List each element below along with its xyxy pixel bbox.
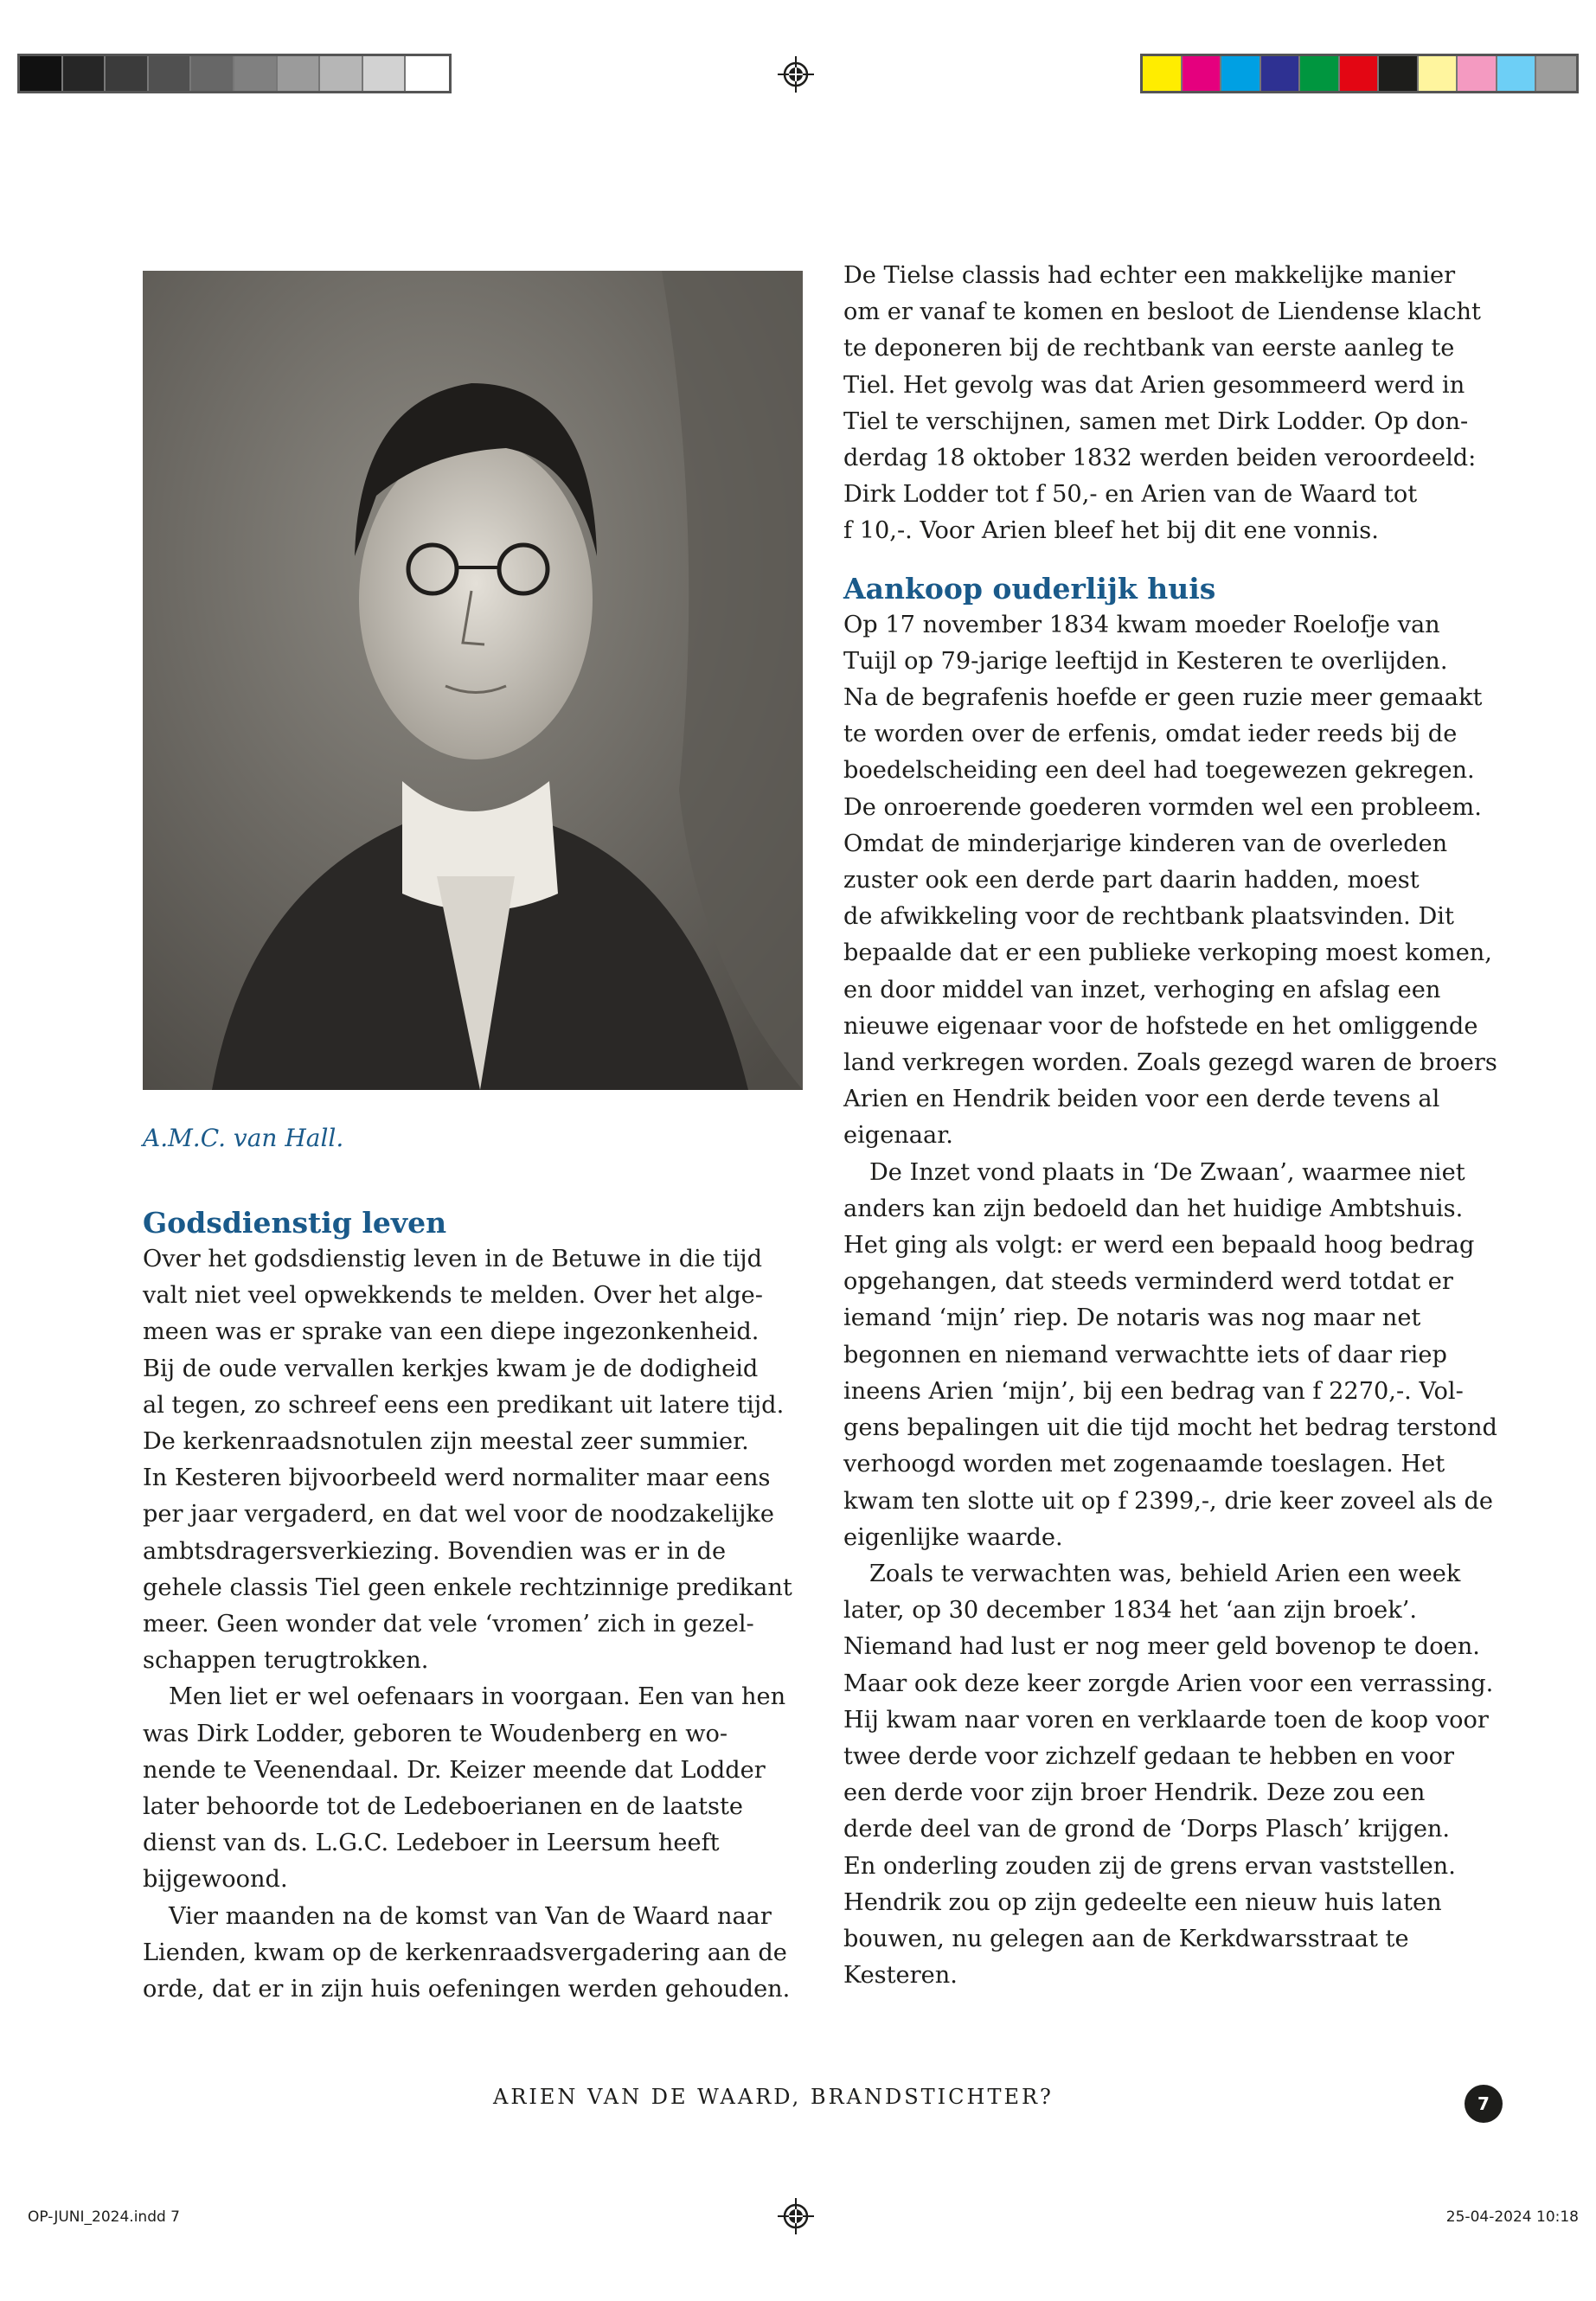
text-line: Op 17 november 1834 kwam moeder Roelofje van (843, 611, 1440, 638)
portrait-image (143, 271, 803, 1090)
text-line: land verkregen worden. Zoals gezegd waren de broers (843, 1049, 1497, 1077)
text-line: de afwikkeling voor de rechtbank plaatsvinden. Dit (843, 903, 1454, 931)
text-line: Hij kwam naar voren en verklaarde toen de koop voor (843, 1706, 1489, 1734)
text-line: een derde voor zijn broer Hendrik. Deze zou een (843, 1779, 1426, 1807)
slug-file-name: OP-JUNI_2024.indd 7 (28, 2208, 180, 2226)
text-line: al tegen, zo schreef eens een predikant uit latere tijd. (143, 1391, 785, 1419)
text-line: Tuijl op 79-jarige leeftijd in Kesteren te overlijden. (843, 647, 1448, 675)
gray-swatch (278, 56, 321, 91)
color-swatch (1183, 56, 1222, 91)
text-line: kwam ten slotte uit op f 2399,-, drie keer zoveel als de (843, 1487, 1494, 1515)
text-line: Na de begrafenis hoefde er geen ruzie meer gemaakt (843, 684, 1483, 712)
text-line: eigenlijke waarde. (843, 1523, 1063, 1551)
text-line: Tiel. Het gevolg was dat Arien gesommeerd werd in (843, 371, 1465, 399)
text-line: Bij de oude vervallen kerkjes kwam je de dodigheid (143, 1355, 759, 1382)
text-line: valt niet veel opwekkends te melden. Over het alge- (143, 1282, 763, 1310)
text-line: Dirk Lodder tot f 50,- en Arien van de Waard tot (843, 481, 1418, 509)
text-line: Hendrik zou op zijn gedeelte een nieuw huis laten (843, 1888, 1442, 1916)
text-line: De onroerende goederen vormden wel een probleem. (843, 793, 1482, 821)
text-line: Maar ook deze keer zorgde Arien voor een verrassing. (843, 1670, 1494, 1697)
text-line: Niemand had lust er nog meer geld bovenop te doen. (843, 1633, 1480, 1661)
text-line: later, op 30 december 1834 het ‘aan zijn broek’. (843, 1597, 1418, 1625)
color-swatch (1497, 56, 1537, 91)
grayscale-color-bar (17, 54, 452, 93)
text-line: iemand ‘mijn’ riep. De notaris was nog maar net (843, 1304, 1421, 1332)
text-line: te worden over de erfenis, omdat ieder reeds bij de (843, 721, 1458, 748)
text-line: derde deel van de grond de ‘Dorps Plasch’ krijgen. (843, 1816, 1451, 1843)
gray-swatch (20, 56, 63, 91)
text-line: Lienden, kwam op de kerkenraadsvergadering aan de (143, 1939, 787, 1966)
text-line: zuster ook een derde part daarin hadden, moest (843, 867, 1420, 894)
text-line: te deponeren bij de rechtbank van eerste aanleg te (843, 335, 1455, 362)
color-swatch (1379, 56, 1419, 91)
text-line: eigenaar. (843, 1122, 953, 1150)
text-line: begonnen en niemand verwachtte iets of daar riep (843, 1341, 1447, 1368)
gray-swatch (234, 56, 278, 91)
text-line: bouwen, nu gelegen aan de Kerkdwarsstraat te (843, 1925, 1409, 1952)
color-swatch (1143, 56, 1183, 91)
registration-mark-icon (778, 56, 814, 93)
left-text-column (143, 1205, 800, 2008)
text-line: later behoorde tot de Ledeboerianen en de laatste (143, 1793, 743, 1821)
text-line: bijgewoond. (143, 1866, 288, 1894)
text-line: nende te Veenendaal. Dr. Keizer meende dat Lodder (143, 1756, 766, 1784)
color-swatch (1300, 56, 1340, 91)
text-line: Kesteren. (843, 1962, 958, 1990)
text-line: ambtsdragersverkiezing. Bovendien was er in de (143, 1537, 727, 1565)
text-line: boedelscheiding een deel had toegewezen gekregen. (843, 757, 1475, 785)
text-line: nieuwe eigenaar voor de hofstede en het omliggende (843, 1012, 1478, 1040)
text-line: twee derde voor zichzelf gedaan te hebben en voor (843, 1742, 1455, 1770)
color-swatch (1419, 56, 1458, 91)
text-line: en door middel van inzet, verhoging en afslag een (843, 976, 1441, 1003)
text-line: meen was er sprake van een diepe ingezonkenheid. (143, 1318, 760, 1346)
text-line: verhoogd worden met zogenaamde toeslagen. Het (843, 1451, 1445, 1478)
text-line: ineens Arien ‘mijn’, bij een bedrag van f 2270,-. Vol- (843, 1377, 1464, 1405)
text-line: Arien en Hendrik beiden voor een derde tevens al (843, 1086, 1440, 1113)
registration-mark-icon (778, 2198, 814, 2234)
text-line: In Kesteren bijvoorbeeld werd normaliter maar eens (143, 1465, 771, 1492)
gray-swatch (363, 56, 407, 91)
page-number-badge: 7 (1465, 2085, 1503, 2123)
slug-date-time: 25-04-2024 10:18 (1445, 2208, 1579, 2226)
body-text (143, 1241, 800, 2008)
text-line: gehele classis Tiel geen enkele rechtzinnige predikant (143, 1574, 792, 1601)
text-line: per jaar vergaderd, en dat wel voor de noodzakelijke (143, 1501, 774, 1529)
text-line: bepaalde dat er een publieke verkoping moest komen, (843, 939, 1492, 967)
process-color-bar (1140, 54, 1579, 93)
right-text-column (843, 258, 1501, 1994)
gray-swatch (406, 56, 449, 91)
color-swatch (1340, 56, 1380, 91)
text-line: Zoals te verwachten was, behield Arien een week (869, 1560, 1461, 1587)
gray-swatch (149, 56, 192, 91)
text-line: derdag 18 oktober 1832 werden beiden veroordeeld: (843, 445, 1477, 472)
text-line: Vier maanden na de komst van Van de Waard naar (169, 1902, 772, 1930)
gray-swatch (63, 56, 106, 91)
text-line: De Tielse classis had echter een makkelijke manier (843, 262, 1456, 289)
body-text (843, 258, 1501, 550)
running-footer-title: ARIEN VAN DE WAARD, BRANDSTICHTER? (493, 2085, 1054, 2109)
text-line: gens bepalingen uit die tijd mocht het bedrag terstond (843, 1414, 1497, 1442)
section-heading: Aankoop ouderlijk huis (843, 571, 1216, 606)
text-line: meer. Geen wonder dat vele ‘vromen’ zich in gezel- (143, 1611, 754, 1638)
text-line: Tiel te verschijnen, samen met Dirk Lodder. Op don- (843, 407, 1469, 435)
gray-swatch (320, 56, 363, 91)
image-caption: A.M.C. van Hall. (143, 1124, 344, 1152)
text-line: De Inzet vond plaats in ‘De Zwaan’, waarmee niet (869, 1158, 1465, 1186)
color-swatch (1221, 56, 1261, 91)
text-line: De kerkenraadsnotulen zijn meestal zeer summier. (143, 1428, 749, 1456)
text-line: Omdat de minderjarige kinderen van de overleden (843, 830, 1448, 857)
text-line: f 10,-. Voor Arien bleef het bij dit ene vonnis. (843, 517, 1379, 545)
text-line: om er vanaf te komen en besloot de Liendense klacht (843, 298, 1481, 326)
text-line: Men liet er wel oefenaars in voorgaan. Een van hen (169, 1683, 786, 1711)
section-heading: Godsdienstig leven (143, 1206, 447, 1240)
color-swatch (1261, 56, 1301, 91)
text-line: orde, dat er in zijn huis oefeningen werden gehouden. (143, 1976, 791, 2003)
text-line: anders kan zijn bedoeld dan het huidige Ambtshuis. (843, 1195, 1464, 1222)
text-line: Het ging als volgt: er werd een bepaald hoog bedrag (843, 1232, 1475, 1259)
color-swatch (1458, 56, 1497, 91)
text-line: opgehangen, dat steeds verminderd werd totdat er (843, 1268, 1453, 1296)
text-line: Over het godsdienstig leven in de Betuwe in die tijd (143, 1246, 762, 1272)
text-line: En onderling zouden zij de grens ervan vaststellen. (843, 1852, 1456, 1880)
text-line: was Dirk Lodder, geboren te Woudenberg en wo- (143, 1720, 728, 1747)
text-line: schappen terugtrokken. (143, 1647, 429, 1675)
body-text (843, 607, 1501, 1995)
gray-swatch (106, 56, 149, 91)
gray-swatch (191, 56, 234, 91)
text-line: dienst van ds. L.G.C. Ledeboer in Leersum heeft (143, 1830, 720, 1857)
color-swatch (1536, 56, 1576, 91)
